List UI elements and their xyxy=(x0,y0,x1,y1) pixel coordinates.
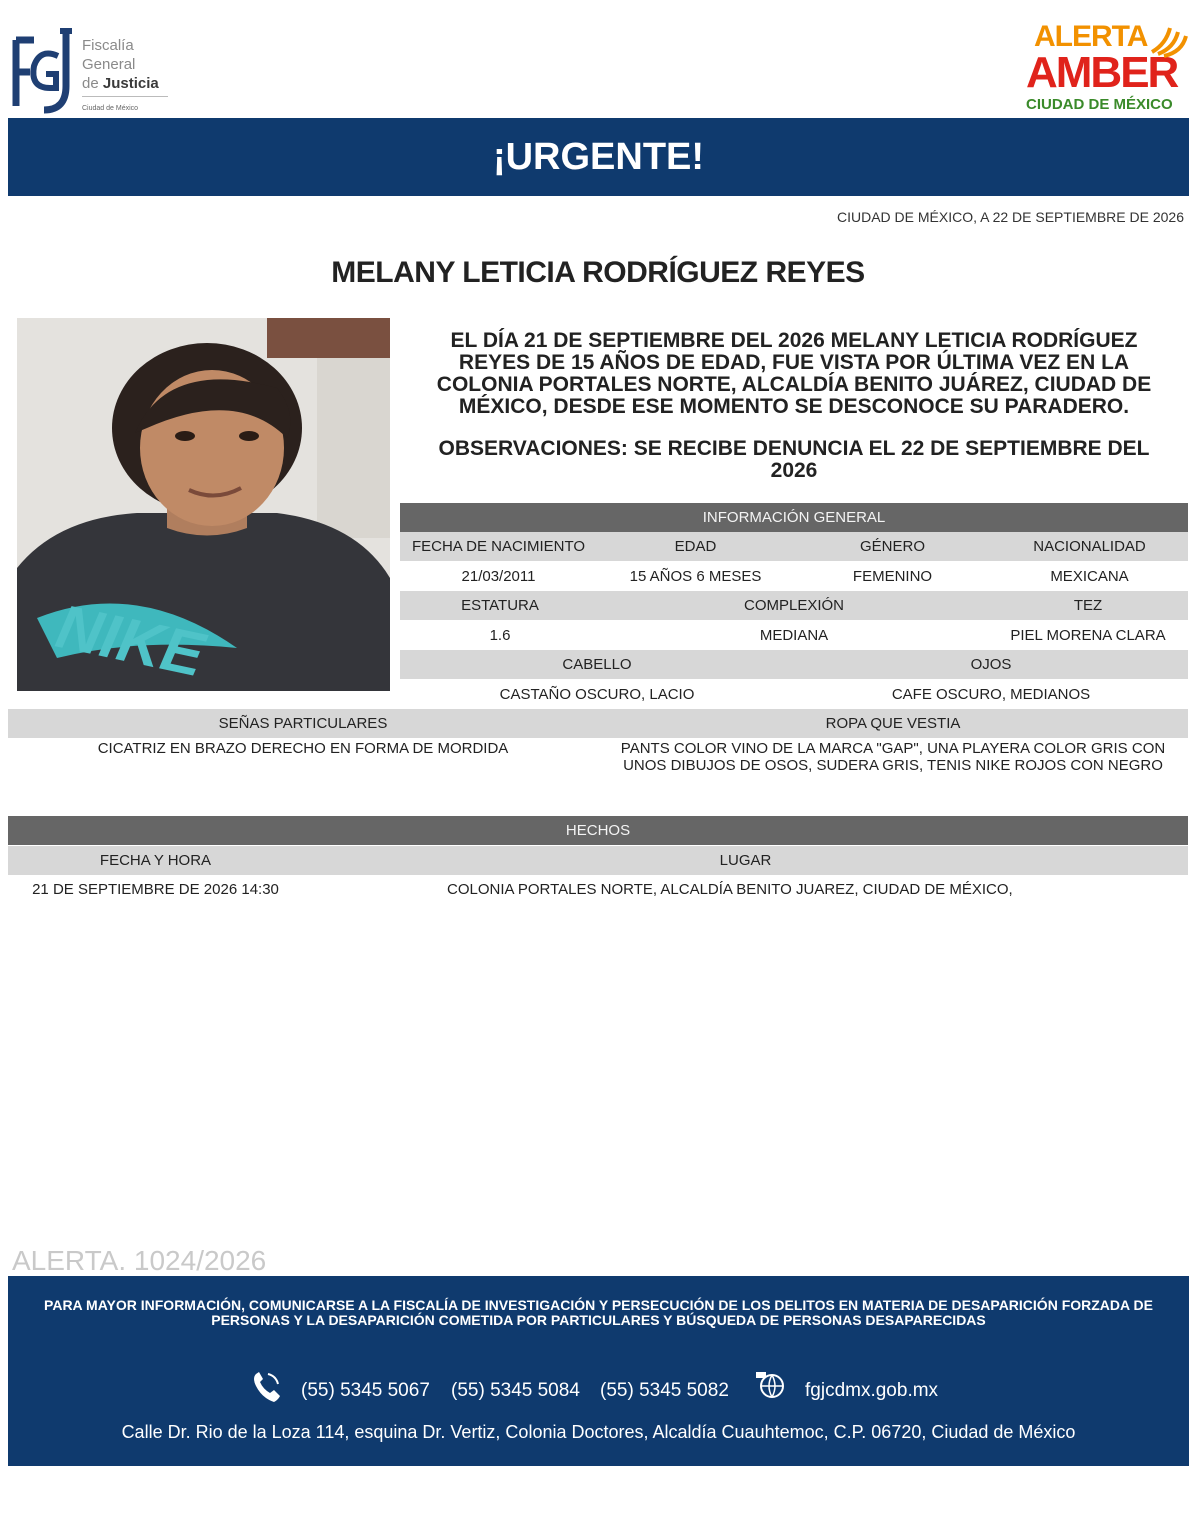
nationality-value: MEXICANA xyxy=(1050,568,1129,585)
facts-values-row xyxy=(8,876,1188,902)
skin-label: TEZ xyxy=(1073,597,1103,614)
skin-value: PIEL MORENA CLARA xyxy=(1010,627,1166,644)
broadcast-waves-icon xyxy=(1148,22,1188,58)
birth-label: FECHA DE NACIMIENTO xyxy=(411,538,586,555)
urgent-title: ¡URGENTE! xyxy=(492,135,705,178)
phone-number-3[interactable]: (55) 5345 5082 xyxy=(600,1380,729,1401)
nationality-label: NACIONALIDAD xyxy=(1033,538,1146,555)
age-label: EDAD xyxy=(674,538,717,555)
footer xyxy=(8,1276,1189,1466)
phone-icon xyxy=(250,1370,282,1404)
gender-label: GÉNERO xyxy=(859,538,925,555)
amber-line2: AMBER xyxy=(1026,48,1178,97)
issue-date: CIUDAD DE MÉXICO, A 22 DE SEPTIEMBRE DE 2026 xyxy=(837,209,1184,225)
clothes-value: PANTS COLOR VINO DE LA MARCA "GAP", UNA PLAYERA COLOR GRIS CON UNOS DIBUJOS DE OSOS, SUDERA GRIS, TENIS NIKE ROJOS CON NEGRO xyxy=(620,740,1166,774)
general-info-header xyxy=(400,503,1188,532)
general-info-labels-row1 xyxy=(400,532,1188,561)
fgj-logo-icon xyxy=(10,26,80,114)
fgj-line3-prefix: de xyxy=(82,75,99,92)
fgj-city: Ciudad de México xyxy=(82,96,168,118)
general-info-labels-row2 xyxy=(400,591,1188,620)
phone-number-2[interactable]: (55) 5345 5084 xyxy=(451,1380,580,1401)
urgent-banner xyxy=(8,118,1189,196)
footer-info: PARA MAYOR INFORMACIÓN, COMUNICARSE A LA FISCALÍA DE INVESTIGACIÓN Y PERSECUCIÓN DE LOS DELITOS EN MATERIA DE DESAPARICIÓN FORZADA DE PERSONAS Y LA DESAPARICIÓN COMETIDA POR PARTICULARES Y BÚSQUEDA DE PERSONAS DESAPARECIDAS xyxy=(44,1297,1153,1328)
web-icon xyxy=(754,1370,788,1400)
fgj-line2: General xyxy=(82,56,136,73)
general-info-title: INFORMACIÓN GENERAL xyxy=(702,509,886,526)
website-link[interactable]: fgjcdmx.gob.mx xyxy=(805,1380,939,1401)
details-labels-row xyxy=(8,709,1188,738)
gender-value: FEMENINO xyxy=(852,568,933,585)
fgj-wordmark xyxy=(82,36,168,118)
general-info-values-row1 xyxy=(400,562,1188,591)
fgj-line3-bold: Justicia xyxy=(102,75,159,92)
observations-text: OBSERVACIONES: SE RECIBE DENUNCIA EL 22 DE SEPTIEMBRE DEL 2026 xyxy=(438,437,1150,482)
facts-title: HECHOS xyxy=(565,822,631,839)
marks-label: SEÑAS PARTICULARES xyxy=(218,715,388,732)
age-value: 15 AÑOS 6 MESES xyxy=(629,568,762,585)
eyes-label: OJOS xyxy=(970,656,1012,673)
header xyxy=(0,0,1200,118)
amber-line3: CIUDAD DE MÉXICO xyxy=(1026,96,1173,113)
alerta-amber-logo xyxy=(1024,18,1190,116)
clothes-label: ROPA QUE VESTIA xyxy=(825,715,961,732)
facts-header xyxy=(8,816,1188,845)
general-info-labels-row3 xyxy=(400,650,1188,679)
eyes-value: CAFE OSCURO, MEDIANOS xyxy=(891,686,1091,703)
datetime-label: FECHA Y HORA xyxy=(99,852,212,869)
amber-line1: ALERTA xyxy=(1034,20,1148,53)
person-name: MELANY LETICIA RODRÍGUEZ REYES xyxy=(331,256,865,289)
place-value: COLONIA PORTALES NORTE, ALCALDÍA BENITO JUAREZ, CIUDAD DE MÉXICO, xyxy=(447,880,1013,898)
facts-labels-row xyxy=(8,846,1188,875)
build-label: COMPLEXIÓN xyxy=(743,597,845,614)
fgj-line1: Fiscalía xyxy=(82,37,134,54)
datetime-value: 21 DE SEPTIEMBRE DE 2026 14:30 xyxy=(32,880,279,898)
missing-person-photo xyxy=(17,318,390,691)
height-value: 1.6 xyxy=(489,627,511,644)
footer-address: Calle Dr. Rio de la Loza 114, esquina Dr. Vertiz, Colonia Doctores, Alcaldía Cuauhtemoc, C.P. 06720, Ciudad de México xyxy=(121,1422,1076,1442)
hair-value: CASTAÑO OSCURO, LACIO xyxy=(499,686,695,703)
build-value: MEDIANA xyxy=(759,627,829,644)
general-info-values-row3 xyxy=(400,680,1188,709)
height-label: ESTATURA xyxy=(461,597,539,614)
details-values-row xyxy=(8,740,1188,778)
alert-number: ALERTA. 1024/2026 xyxy=(12,1245,267,1276)
hair-label: CABELLO xyxy=(562,656,632,673)
phone-number-1[interactable]: (55) 5345 5067 xyxy=(301,1380,430,1401)
portrait-illustration xyxy=(17,318,390,691)
place-label: LUGAR xyxy=(719,852,772,869)
marks-value: CICATRIZ EN BRAZO DERECHO EN FORMA DE MORDIDA xyxy=(97,740,509,757)
general-info-values-row2 xyxy=(400,621,1188,650)
fgj-line3 xyxy=(82,74,168,93)
description-text: EL DÍA 21 DE SEPTIEMBRE DEL 2026 MELANY LETICIA RODRÍGUEZ REYES DE 15 AÑOS DE EDAD, FUE VISTA POR ÚLTIMA VEZ EN LA COLONIA PORTALES NORTE, ALCALDÍA BENITO JUÁREZ, CIUDAD DE MÉXICO, DESDE ESE MOMENTO SE DESCONOCE SU PARADERO. xyxy=(436,329,1152,418)
birth-value: 21/03/2011 xyxy=(461,568,536,585)
shirt-logo-text: NIKE xyxy=(50,592,210,691)
